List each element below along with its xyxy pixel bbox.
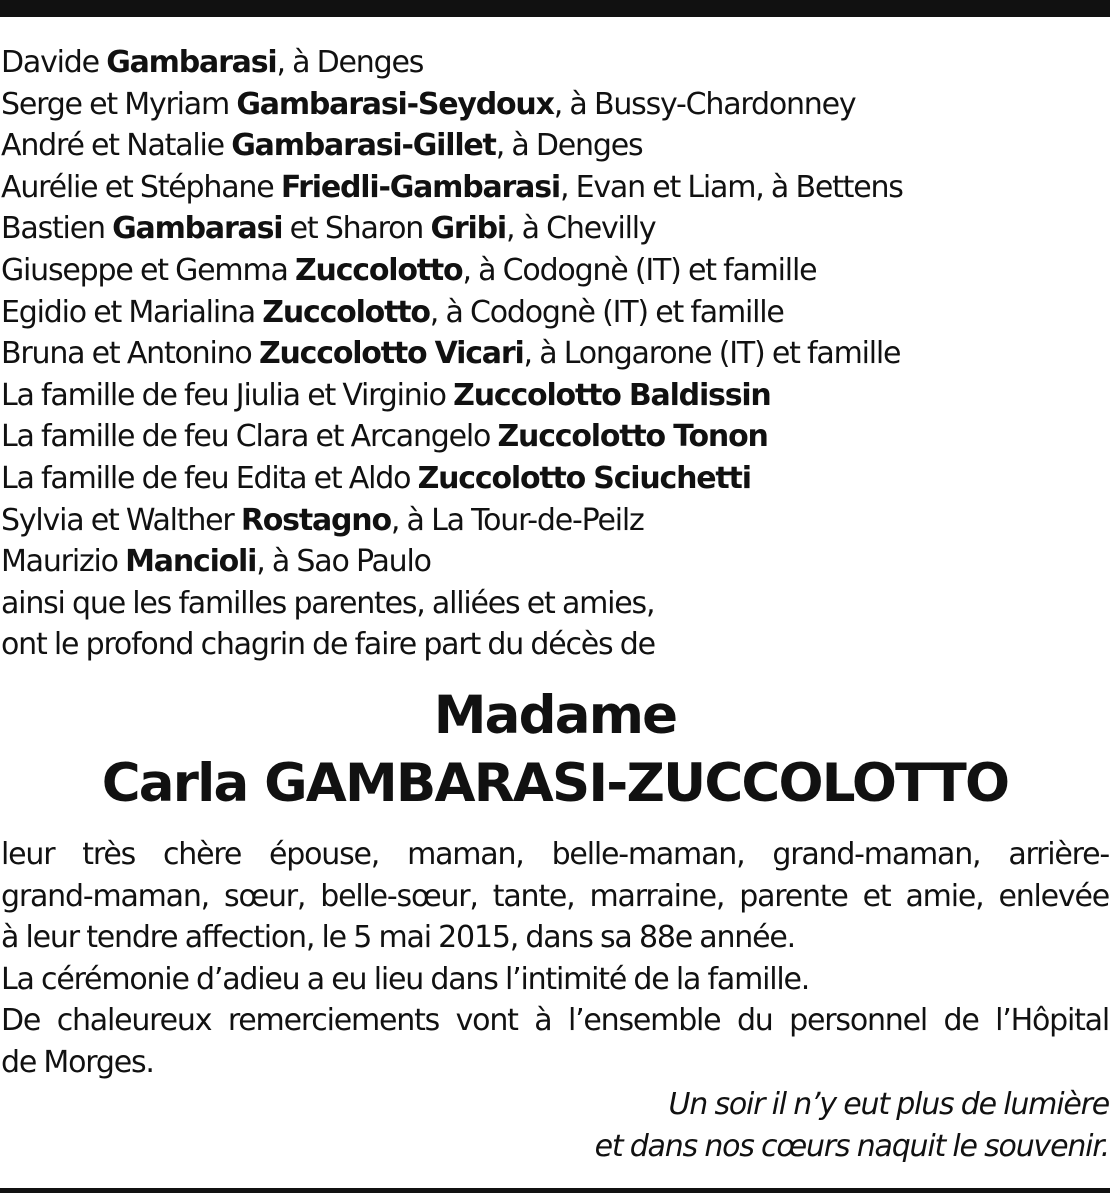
- family-line-text: , à Codognè (IT) et famille: [462, 252, 817, 288]
- family-line-text: , Evan et Liam, à Bettens: [559, 169, 903, 205]
- announcement-body: [1, 834, 1109, 1084]
- body-line: grand-maman, sœur, belle-sœur, tante, marraine, parente et amie, enlevée: [1, 878, 1109, 914]
- family-name: Zuccolotto Tonon: [497, 419, 768, 455]
- body-line: de Morges.: [1, 1044, 154, 1080]
- family-name: Zuccolotto: [262, 294, 430, 330]
- body-line: La cérémonie d’adieu a eu lieu dans l’intimité de la famille.: [1, 961, 810, 997]
- family-name: Gambarasi-Seydoux: [236, 86, 554, 122]
- family-line-text: , à Sao Paulo: [256, 544, 431, 580]
- family-line-text: , à Longarone (IT) et famille: [523, 336, 901, 372]
- bottom-rule: [0, 1188, 1110, 1193]
- family-line-text: Serge et Myriam: [1, 86, 237, 122]
- family-line: [1, 208, 1106, 250]
- family-name: Zuccolotto Sciuchetti: [417, 460, 751, 496]
- top-rule: [0, 0, 1110, 17]
- family-name: Friedli-Gambarasi: [280, 169, 560, 205]
- family-line-text: Aurélie et Stéphane: [1, 169, 281, 205]
- intro-line: ont le profond chagrin de faire part du décès de: [1, 627, 655, 663]
- family-line-text: et Sharon: [282, 211, 431, 247]
- family-name: Gribi: [430, 211, 506, 247]
- family-line-text: , à Bussy-Chardonney: [553, 86, 856, 122]
- quote-line: et dans nos cœurs naquit le souvenir.: [594, 1128, 1109, 1164]
- family-line-text: Giuseppe et Gemma: [1, 252, 295, 288]
- family-line-text: Davide: [1, 45, 107, 80]
- family-list: [1, 42, 1106, 666]
- family-line-text: Sylvia et Walther: [1, 502, 241, 538]
- family-line-text: La famille de feu Edita et Aldo: [1, 460, 418, 496]
- family-name: Rostagno: [240, 502, 391, 538]
- family-line-text: Bastien: [1, 211, 113, 247]
- family-line: [1, 84, 1106, 126]
- deceased-title: Madame: [433, 685, 677, 746]
- family-line: [1, 333, 1106, 375]
- deceased-name: Carla GAMBARASI-ZUCCOLOTTO: [101, 753, 1009, 814]
- family-line: [1, 458, 1106, 500]
- family-line: [1, 416, 1106, 458]
- quote-line: Un soir il n’y eut plus de lumière: [668, 1087, 1109, 1122]
- body-line: De chaleureux remerciements vont à l’ensemble du personnel de l’Hôpital: [1, 1003, 1109, 1039]
- family-line-text: André et Natalie: [1, 128, 232, 164]
- family-line-text: Egidio et Marialina: [1, 294, 263, 330]
- family-line-text: Maurizio: [1, 544, 126, 580]
- family-name: Zuccolotto Baldissin: [453, 377, 771, 413]
- family-line-text: , à La Tour-de-Peilz: [390, 502, 644, 538]
- family-line-text: , à Denges: [276, 45, 424, 80]
- family-line-text: , à Denges: [495, 128, 643, 164]
- family-line-text: Bruna et Antonino: [1, 336, 259, 372]
- intro-line: ainsi que les familles parentes, alliées et amies,: [1, 585, 655, 621]
- family-name: Mancioli: [125, 544, 257, 580]
- family-line-text: , à Chevilly: [505, 211, 656, 247]
- deceased-heading: [0, 682, 1110, 818]
- family-line: [1, 250, 1106, 292]
- family-line: [1, 167, 1106, 209]
- family-name: Gambarasi-Gillet: [231, 128, 496, 164]
- family-line: [1, 292, 1106, 334]
- closing-quote: [209, 1084, 1109, 1167]
- family-name: Zuccolotto: [295, 252, 463, 288]
- family-name: Gambarasi: [112, 211, 283, 247]
- family-line-text: La famille de feu Clara et Arcangelo: [1, 419, 498, 455]
- family-line: [1, 541, 1106, 583]
- family-line: [1, 500, 1106, 542]
- family-name: Gambarasi: [106, 45, 277, 80]
- family-line-text: , à Codognè (IT) et famille: [429, 294, 784, 330]
- family-line: [1, 42, 1106, 84]
- body-line: à leur tendre affection, le 5 mai 2015, dans sa 88e année.: [1, 920, 795, 956]
- family-line-text: La famille de feu Jiulia et Virginio: [1, 377, 454, 413]
- family-line: [1, 125, 1106, 167]
- family-name: Zuccolotto Vicari: [258, 336, 524, 372]
- family-line: [1, 375, 1106, 417]
- body-line: leur très chère épouse, maman, belle-maman, grand-maman, arrière-: [1, 837, 1109, 872]
